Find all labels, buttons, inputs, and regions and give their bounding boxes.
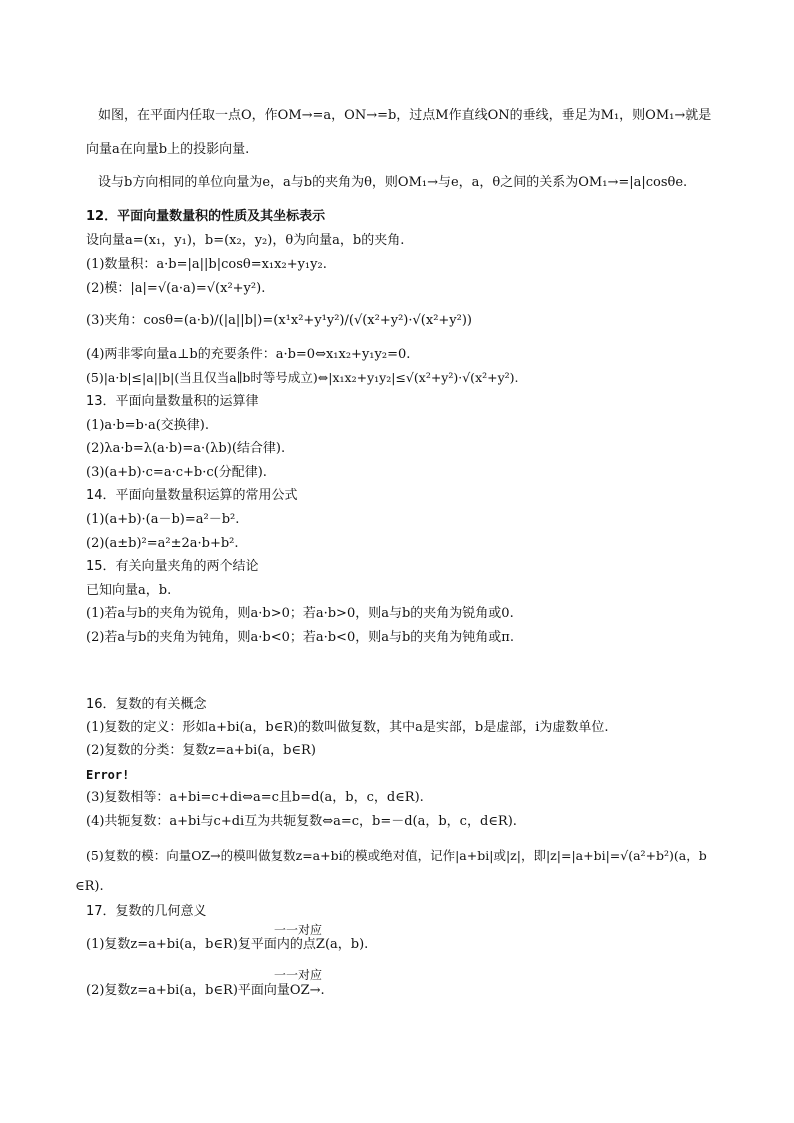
text-line: 向量a在向量b上的投影向量. bbox=[86, 142, 250, 157]
text-line: (1)数量积：a·b=|a||b|cosθ=x₁x₂+y₁y₂. bbox=[86, 257, 327, 272]
text-line: (1)若a与b的夹角为锐角，则a·b>0；若a·b>0，则a与b的夹角为锐角或0. bbox=[86, 606, 514, 621]
text-line: 设与b方向相同的单位向量为e，a与b的夹角为θ，则OM₁→与e，a，θ之间的关系为OM₁→=|a|cosθe. bbox=[98, 175, 688, 190]
text-line: (2)模：|a|=√(a·a)=√(x²+y²). bbox=[86, 281, 266, 296]
text-line: (2)(a±b)²=a²±2a·b+b². bbox=[86, 536, 239, 551]
text-line: (1)复数的定义：形如a+bi(a，b∈R)的数叫做复数，其中a是实部，b是虚部，i为虚数单位. bbox=[86, 720, 609, 735]
section-heading: 15．有关向量夹角的两个结论 bbox=[86, 559, 259, 574]
text-line: (3)夹角：cosθ=(a·b)/(|a||b|)=(x¹x²+y¹y²)/(√(x²+y²)·√(x²+y²)) bbox=[86, 313, 472, 328]
text-line: (2)复数的分类：复数z=a+bi(a，b∈R) bbox=[86, 743, 316, 758]
text-line: 已知向量a，b. bbox=[86, 583, 172, 598]
section-heading: 17．复数的几何意义 bbox=[86, 904, 207, 919]
text-line: (1)(a+b)·(a－b)=a²－b². bbox=[86, 512, 240, 527]
text-line: (4)共轭复数：a+bi与c+di互为共轭复数⇔a=c，b=－d(a，b，c，d∈R). bbox=[86, 814, 517, 829]
text-line: (2)若a与b的夹角为钝角，则a·b<0；若a·b<0，则a与b的夹角为钝角或π. bbox=[86, 630, 514, 645]
correspondence-label: 一一对应 bbox=[274, 923, 323, 937]
section-heading: 14．平面向量数量积运算的常用公式 bbox=[86, 488, 298, 503]
text-line: (1)a·b=b·a(交换律). bbox=[86, 418, 209, 433]
text-line: (3)复数相等：a+bi=c+di⇔a=c且b=d(a，b，c，d∈R). bbox=[86, 790, 424, 805]
text-line: (3)(a+b)·c=a·c+b·c(分配律). bbox=[86, 465, 267, 480]
text-line: (5)复数的模：向量OZ→的模叫做复数z=a+bi的模或绝对值，记作|a+bi|或|z|，即|z|=|a+bi|=√(a²+b²)(a，b bbox=[86, 848, 707, 863]
section-heading: 16．复数的有关概念 bbox=[86, 697, 207, 712]
correspondence-label: 一一对应 bbox=[274, 968, 323, 982]
text-line: (2)复数z=a+bi(a，b∈R)平面向量OZ→. bbox=[86, 983, 325, 998]
text-line: (5)|a·b|≤|a||b|(当且仅当a∥b时等号成立)⇔|x₁x₂+y₁y₂|≤√(x²+y²)·√(x²+y²). bbox=[86, 370, 519, 385]
section-heading: 13．平面向量数量积的运算律 bbox=[86, 394, 259, 409]
section-heading: 12．平面向量数量积的性质及其坐标表示 bbox=[86, 209, 326, 224]
text-line: 设向量a=(x₁，y₁)，b=(x₂，y₂)，θ为向量a，b的夹角. bbox=[86, 233, 405, 248]
text-line: ∈R). bbox=[75, 879, 104, 894]
error-text: Error! bbox=[86, 768, 130, 782]
text-line: (2)λa·b=λ(a·b)=a·(λb)(结合律). bbox=[86, 441, 286, 456]
text-line: (4)两非零向量a⊥b的充要条件：a·b=0⇔x₁x₂+y₁y₂=0. bbox=[86, 347, 411, 362]
text-line: 如图，在平面内任取一点O，作OM→=a，ON→=b，过点M作直线ON的垂线，垂足为M₁，则OM₁→就是 bbox=[98, 108, 712, 123]
text-line: (1)复数z=a+bi(a，b∈R)复平面内的点Z(a，b). bbox=[86, 937, 369, 952]
